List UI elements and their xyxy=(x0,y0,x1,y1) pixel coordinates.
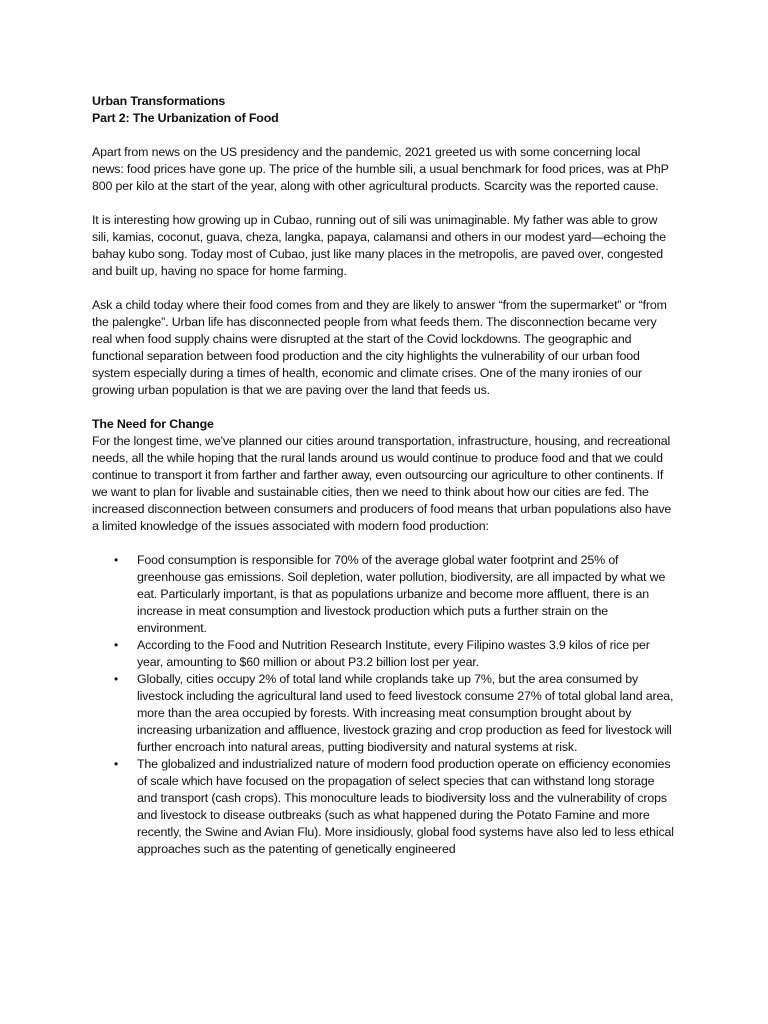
bullet-icon: • xyxy=(114,757,119,771)
list-item xyxy=(92,756,674,858)
list-item-text: Globally, cities occupy 2% of total land while croplands take up 7%, but the area consumed by livestock including the agricultural land used to feed livestock consume 27% of total global land area, more than the area occupied by forests. With increasing meat consumption brought about by increasing urbanization and affluence, livestock grazing and crop production as feed for livestock will further encroach into natural areas, putting biodiversity and natural systems at risk. xyxy=(137,672,674,754)
bullet-list xyxy=(92,552,674,858)
intro-paragraph-2: It is interesting how growing up in Cubao, running out of sili was unimaginable. My father was able to grow sili, kamias, coconut, guava, cheza, langka, papaya, calamansi and others in our modest yard—echoing the bahay kubo song. Today most of Cubao, just like many places in the metropolis, are paved over, congested and built up, having no space for home farming. xyxy=(92,213,666,278)
intro-paragraph-1: Apart from news on the US presidency and the pandemic, 2021 greeted us with some concerning local news: food prices have gone up. The price of the humble sili, a usual benchmark for food prices, was at PhP 800 per kilo at the start of the year, along with other agricultural products. Scarcity was the reported cause. xyxy=(92,145,669,193)
document-subtitle: Part 2: The Urbanization of Food xyxy=(92,111,279,125)
document-body xyxy=(92,93,674,858)
bullet-icon: • xyxy=(114,638,119,652)
list-item-text: According to the Food and Nutrition Research Institute, every Filipino wastes 3.9 kilos of rice per year, amounting to $60 million or about P3.2 billion lost per year. xyxy=(137,638,650,669)
bullet-icon: • xyxy=(114,553,119,567)
section-heading: The Need for Change xyxy=(92,417,214,431)
list-item-text: Food consumption is responsible for 70% of the average global water footprint and 25% of greenhouse gas emissions. Soil depletion, water pollution, biodiversity, are all impacted by what we eat. Particularly important, is that as populations urbanize and become more affluent, there is an increase in meat consumption and livestock production which puts a further strain on the environment. xyxy=(137,553,666,635)
intro-paragraph-3: Ask a child today where their food comes from and they are likely to answer “from the supermarket” or “from the palengke”. Urban life has disconnected people from what feeds them. The disconnection became very real when food supply chains were disrupted at the start of the Covid lockdowns. The geographic and functional separation between food production and the city highlights the vulnerability of our urban food system especially during a times of health, economic and climate crises. One of the many ironies of our growing urban population is that we are paving over the land that feeds us. xyxy=(92,298,667,397)
section-paragraph: For the longest time, we've planned our cities around transportation, infrastructure, housing, and recreational needs, all the while hoping that the rural lands around us would continue to produce food and that we could continue to transport it from farther and farther away, even outsourcing our agriculture to other continents. If we want to plan for livable and sustainable cities, then we need to think about how our cities are fed. The increased disconnection between consumers and producers of food means that urban populations also have a limited knowledge of the issues associated with modern food production: xyxy=(92,434,672,533)
document-title: Urban Transformations xyxy=(92,94,226,108)
list-item xyxy=(92,552,674,637)
list-item xyxy=(92,637,674,671)
bullet-icon: • xyxy=(114,672,119,686)
list-item xyxy=(92,671,674,756)
list-item-text: The globalized and industrialized nature of modern food production operate on efficiency economies of scale which have focused on the propagation of select species that can withstand long storage and transport (cash crops). This monoculture leads to biodiversity loss and the vulnerability of crops and livestock to disease outbreaks (such as what happened during the Potato Famine and more recently, the Swine and Avian Flu). More insidiously, global food systems have also led to less ethical approaches such as the patenting of genetically engineered xyxy=(137,757,674,856)
